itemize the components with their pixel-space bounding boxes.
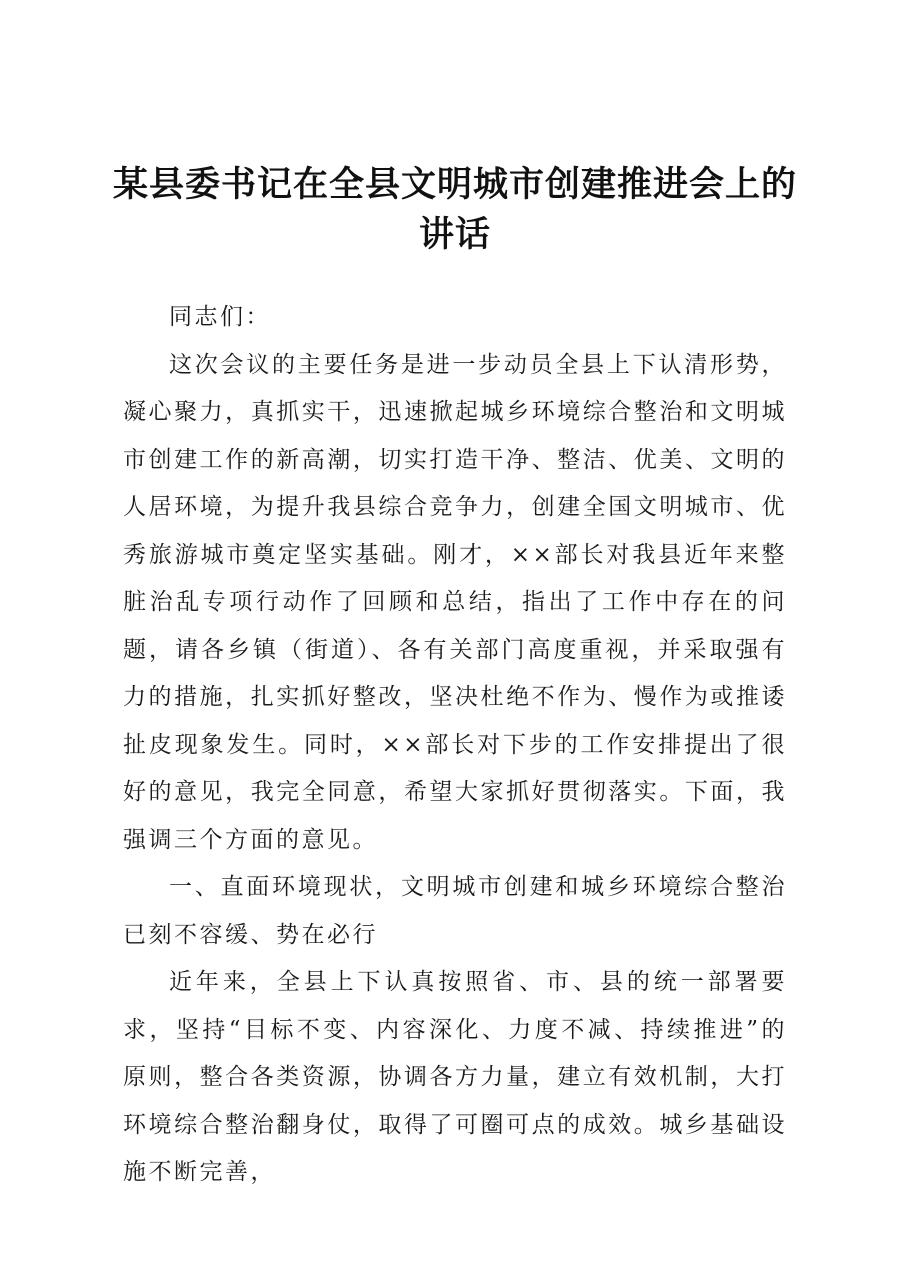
paragraph-intro: 这次会议的主要任务是进一步动员全县上下认清形势，凝心聚力，真抓实干，迅速掀起城乡环境综合整治和文明城市创建工作的新高潮，切实打造干净、整洁、优美、文明的人居环境，为提升我县综合竞争力，创建全国文明城市、优秀旅游城市奠定坚实基础。刚才，××部长对我县近年来整脏治乱专项行动作了回顾和总结，指出了工作中存在的问题，请各乡镇（街道）、各有关部门高度重视，并采取强有力的措施，扎实抓好整改，坚决杜绝不作为、慢作为或推诿扯皮现象发生。同时，××部长对下步的工作安排提出了很好的意见，我完全同意，希望大家抓好贯彻落实。下面，我强调三个方面的意见。 <box>123 351 787 853</box>
paragraph-section-1: 近年来，全县上下认真按照省、市、县的统一部署要求，坚持“目标不变、内容深化、力度不减、持续推进”的原则，整合各类资源，协调各方力量，建立有效机制，大打环境综合整治翻身仗，取得了可圈可点的成效。城乡基础设施不断完善， <box>123 969 787 1185</box>
document-title: 某县委书记在全县文明城市创建推进会上的讲话 <box>112 164 797 255</box>
document-body <box>123 294 787 1197</box>
salutation: 同志们： <box>169 304 271 330</box>
section-heading-1: 一、直面环境现状，文明城市创建和城乡环境综合整治已刻不容缓、势在必行 <box>123 874 787 948</box>
